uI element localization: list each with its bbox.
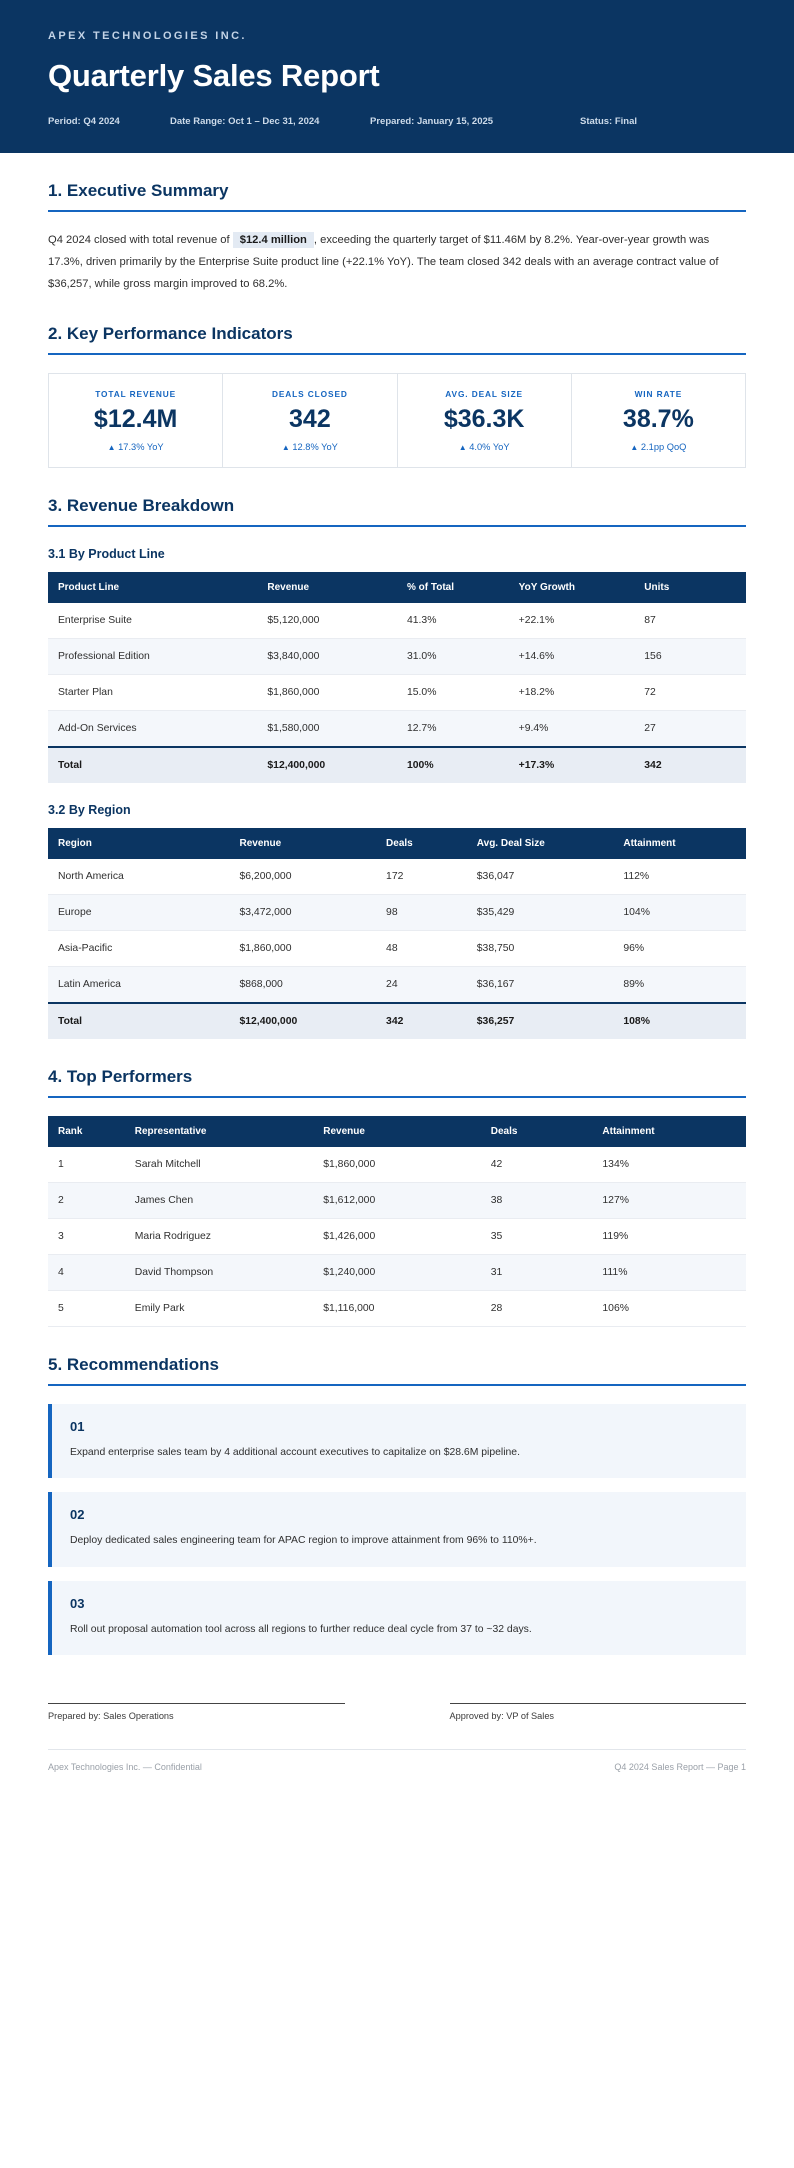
cell-deals: 24: [376, 967, 467, 1004]
kpi-delta: [229, 442, 390, 452]
cell-product-line: Professional Edition: [48, 639, 257, 675]
table-header-row: [48, 572, 746, 603]
kpi-delta: [578, 442, 739, 452]
signature-label: Prepared by: Sales Operations: [48, 1710, 174, 1721]
recommendation-text: Roll out proposal automation tool across all regions to further reduce deal cycle from 37 to ~32 days.: [70, 1623, 532, 1635]
cell-attainment: 106%: [592, 1291, 746, 1327]
kpi-delta-text: 4.0% YoY: [469, 442, 510, 453]
cell-units: 27: [634, 711, 746, 748]
column-header: Region: [48, 828, 229, 859]
column-header: YoY Growth: [509, 572, 635, 603]
cell-attainment: 134%: [592, 1147, 746, 1183]
cell-revenue: $1,580,000: [257, 711, 397, 748]
section-recommendations: [48, 1355, 746, 1655]
kpi-card-total-revenue: [49, 374, 223, 468]
kpi-delta-text: 2.1pp QoQ: [640, 442, 687, 453]
cell-deals: 38: [481, 1183, 593, 1219]
cell-attainment: 111%: [592, 1255, 746, 1291]
cell-revenue: $3,472,000: [229, 895, 376, 931]
summary-text-after: , exceeding the quarterly target of $11.46M by 8.2%. Year-over-year growth was 17.3%, driven primarily by the Enterprise Suite product line (+22.1% YoY). The team closed 342 deals with an average contract value of $36,257, while gross margin improved to 68.2%.: [48, 234, 719, 290]
cell-attainment: 112%: [613, 859, 746, 895]
cell-attainment: 89%: [613, 967, 746, 1004]
recommendation-text: Expand enterprise sales team by 4 additional account executives to capitalize on $28.6M pipeline.: [70, 1447, 520, 1459]
cell-representative: James Chen: [125, 1183, 313, 1219]
cell-deals: 28: [481, 1291, 593, 1327]
table-row: [48, 603, 746, 639]
section-title-top-performers: 4. Top Performers: [48, 1067, 193, 1087]
section-divider: [48, 525, 746, 527]
kpi-label: AVG. DEAL SIZE: [445, 388, 523, 399]
cell-representative: Emily Park: [125, 1291, 313, 1327]
recommendation-card-02: [48, 1492, 746, 1566]
cell-revenue: $1,240,000: [313, 1255, 481, 1291]
table-row: [48, 675, 746, 711]
table-row: [48, 967, 746, 1004]
cell-total-avg-deal-size: $36,257: [467, 1003, 614, 1039]
cell-revenue: $5,120,000: [257, 603, 397, 639]
cell-region: Latin America: [48, 967, 229, 1004]
section-divider: [48, 353, 746, 355]
section-divider: [48, 1384, 746, 1386]
kpi-value: $12.4M: [93, 404, 178, 433]
cell-attainment: 127%: [592, 1183, 746, 1219]
table-header-row: [48, 1116, 746, 1147]
recommendation-number: 02: [70, 1507, 85, 1523]
table-header-row: [48, 828, 746, 859]
table-total-row: [48, 1003, 746, 1039]
cell-revenue: $1,612,000: [313, 1183, 481, 1219]
cell-pct-of-total: 41.3%: [397, 603, 509, 639]
cell-pct-of-total: 12.7%: [397, 711, 509, 748]
table-row: [48, 1291, 746, 1327]
cell-product-line: Starter Plan: [48, 675, 257, 711]
table-revenue-by-region: [48, 828, 746, 1039]
cell-revenue: $1,426,000: [313, 1219, 481, 1255]
signature-block-prepared-by: [48, 1703, 345, 1721]
column-header: Rank: [48, 1116, 125, 1147]
table-row: [48, 1255, 746, 1291]
kpi-delta: [55, 442, 216, 452]
kpi-value: 38.7%: [622, 404, 694, 433]
cell-pct-of-total: 31.0%: [397, 639, 509, 675]
cell-yoy-growth: +18.2%: [509, 675, 635, 711]
column-header: Attainment: [592, 1116, 746, 1147]
cell-total-yoy: +17.3%: [509, 747, 635, 783]
section-title-executive-summary: 1. Executive Summary: [48, 181, 229, 200]
cell-rank: 2: [48, 1183, 125, 1219]
cell-product-line: Add-On Services: [48, 711, 257, 748]
cell-region: Asia-Pacific: [48, 931, 229, 967]
signature-line: [450, 1703, 747, 1704]
kpi-label: TOTAL REVENUE: [95, 388, 177, 399]
company-name: APEX TECHNOLOGIES INC.: [48, 30, 247, 42]
section-revenue-breakdown: [48, 496, 746, 1039]
cell-units: 156: [634, 639, 746, 675]
column-header: Revenue: [257, 572, 397, 603]
header-metadata-row: [48, 116, 746, 127]
meta-prepared: Prepared: January 15, 2025: [370, 116, 494, 127]
table-row: [48, 1219, 746, 1255]
cell-avg-deal-size: $35,429: [467, 895, 614, 931]
section-title-kpi: 2. Key Performance Indicators: [48, 323, 293, 343]
cell-yoy-growth: +9.4%: [509, 711, 635, 748]
recommendation-number: 01: [70, 1419, 85, 1435]
cell-pct-of-total: 15.0%: [397, 675, 509, 711]
subsection-title-by-region: 3.2 By Region: [48, 803, 131, 818]
cell-revenue: $1,860,000: [313, 1147, 481, 1183]
column-header: Deals: [376, 828, 467, 859]
table-row: [48, 1183, 746, 1219]
section-title-recommendations: 5. Recommendations: [48, 1355, 219, 1375]
column-header: Representative: [125, 1116, 313, 1147]
cell-avg-deal-size: $36,167: [467, 967, 614, 1004]
kpi-label: WIN RATE: [634, 388, 683, 399]
cell-region: North America: [48, 859, 229, 895]
arrow-up-icon: ▲: [458, 443, 467, 453]
table-row: [48, 711, 746, 748]
table-total-row: [48, 747, 746, 783]
footer-left-text: Apex Technologies Inc. — Confidential: [48, 1761, 202, 1772]
table-revenue-by-product-line: [48, 572, 746, 783]
cell-avg-deal-size: $38,750: [467, 931, 614, 967]
cell-units: 87: [634, 603, 746, 639]
cell-revenue: $1,860,000: [229, 931, 376, 967]
cell-total-pct: 100%: [397, 747, 509, 783]
section-key-performance-indicators: [48, 324, 746, 469]
column-header: Revenue: [313, 1116, 481, 1147]
cell-representative: Maria Rodriguez: [125, 1219, 313, 1255]
meta-date-range: Date Range: Oct 1 – Dec 31, 2024: [170, 116, 320, 127]
signature-row: [48, 1703, 746, 1721]
page-title: Quarterly Sales Report: [48, 58, 380, 93]
cell-rank: 1: [48, 1147, 125, 1183]
recommendation-card-01: [48, 1404, 746, 1478]
cell-attainment: 119%: [592, 1219, 746, 1255]
meta-status: Status: Final: [580, 116, 638, 127]
signature-label: Approved by: VP of Sales: [449, 1710, 555, 1721]
arrow-up-icon: ▲: [281, 443, 290, 453]
column-header: % of Total: [397, 572, 509, 603]
kpi-delta-text: 17.3% YoY: [118, 442, 164, 453]
cell-total-revenue: $12,400,000: [229, 1003, 376, 1039]
summary-highlight-value: $12.4 million: [233, 232, 314, 248]
cell-total-label: Total: [48, 747, 257, 783]
cell-deals: 172: [376, 859, 467, 895]
cell-avg-deal-size: $36,047: [467, 859, 614, 895]
document-footer: [48, 1749, 746, 1798]
cell-units: 72: [634, 675, 746, 711]
table-row: [48, 895, 746, 931]
kpi-value: $36.3K: [443, 404, 525, 433]
section-top-performers: [48, 1067, 746, 1327]
document-header: [0, 0, 794, 153]
cell-revenue: $1,860,000: [257, 675, 397, 711]
cell-product-line: Enterprise Suite: [48, 603, 257, 639]
cell-region: Europe: [48, 895, 229, 931]
cell-yoy-growth: +14.6%: [509, 639, 635, 675]
section-divider: [48, 1096, 746, 1098]
cell-deals: 98: [376, 895, 467, 931]
cell-rank: 4: [48, 1255, 125, 1291]
table-row: [48, 1147, 746, 1183]
section-divider: [48, 210, 746, 212]
cell-yoy-growth: +22.1%: [509, 603, 635, 639]
cell-attainment: 104%: [613, 895, 746, 931]
column-header: Units: [634, 572, 746, 603]
section-executive-summary: [48, 181, 746, 296]
kpi-card-win-rate: [572, 374, 745, 468]
cell-deals: 35: [481, 1219, 593, 1255]
cell-total-revenue: $12,400,000: [257, 747, 397, 783]
kpi-delta-text: 12.8% YoY: [292, 442, 338, 453]
cell-representative: Sarah Mitchell: [125, 1147, 313, 1183]
signature-line: [48, 1703, 345, 1704]
meta-period: Period: Q4 2024: [48, 116, 120, 127]
kpi-card-deals-closed: [223, 374, 397, 468]
cell-revenue: $3,840,000: [257, 639, 397, 675]
column-header: Deals: [481, 1116, 593, 1147]
subsection-title-by-product-line: 3.1 By Product Line: [48, 547, 165, 562]
kpi-value: 342: [289, 404, 331, 433]
cell-deals: 31: [481, 1255, 593, 1291]
cell-total-label: Total: [48, 1003, 229, 1039]
arrow-up-icon: ▲: [107, 443, 116, 453]
kpi-grid: [48, 373, 746, 469]
cell-attainment: 96%: [613, 931, 746, 967]
table-row: [48, 859, 746, 895]
table-row: [48, 639, 746, 675]
document-body: [0, 181, 794, 1798]
column-header: Attainment: [613, 828, 746, 859]
cell-deals: 42: [481, 1147, 593, 1183]
table-row: [48, 931, 746, 967]
column-header: Revenue: [229, 828, 376, 859]
kpi-delta: [404, 442, 565, 452]
section-title-revenue-breakdown: 3. Revenue Breakdown: [48, 496, 235, 516]
cell-revenue: $1,116,000: [313, 1291, 481, 1327]
cell-total-deals: 342: [376, 1003, 467, 1039]
cell-total-units: 342: [634, 747, 746, 783]
column-header: Product Line: [48, 572, 257, 603]
column-header: Avg. Deal Size: [467, 828, 614, 859]
cell-representative: David Thompson: [125, 1255, 313, 1291]
kpi-card-avg-deal-size: [398, 374, 572, 468]
arrow-up-icon: ▲: [630, 443, 639, 453]
signature-block-approved-by: [450, 1703, 747, 1721]
cell-deals: 48: [376, 931, 467, 967]
summary-text-before: Q4 2024 closed with total revenue of: [48, 234, 230, 246]
table-top-performers: [48, 1116, 746, 1327]
recommendation-card-03: [48, 1581, 746, 1655]
cell-rank: 3: [48, 1219, 125, 1255]
footer-right-text: Q4 2024 Sales Report — Page 1: [614, 1761, 746, 1772]
cell-revenue: $6,200,000: [229, 859, 376, 895]
cell-total-attainment: 108%: [613, 1003, 746, 1039]
recommendation-number: 03: [70, 1595, 85, 1611]
executive-summary-paragraph: [48, 230, 746, 296]
recommendation-text: Deploy dedicated sales engineering team for APAC region to improve attainment from 96% to 110%+.: [70, 1535, 537, 1547]
kpi-label: DEALS CLOSED: [271, 388, 348, 399]
cell-rank: 5: [48, 1291, 125, 1327]
cell-revenue: $868,000: [229, 967, 376, 1004]
